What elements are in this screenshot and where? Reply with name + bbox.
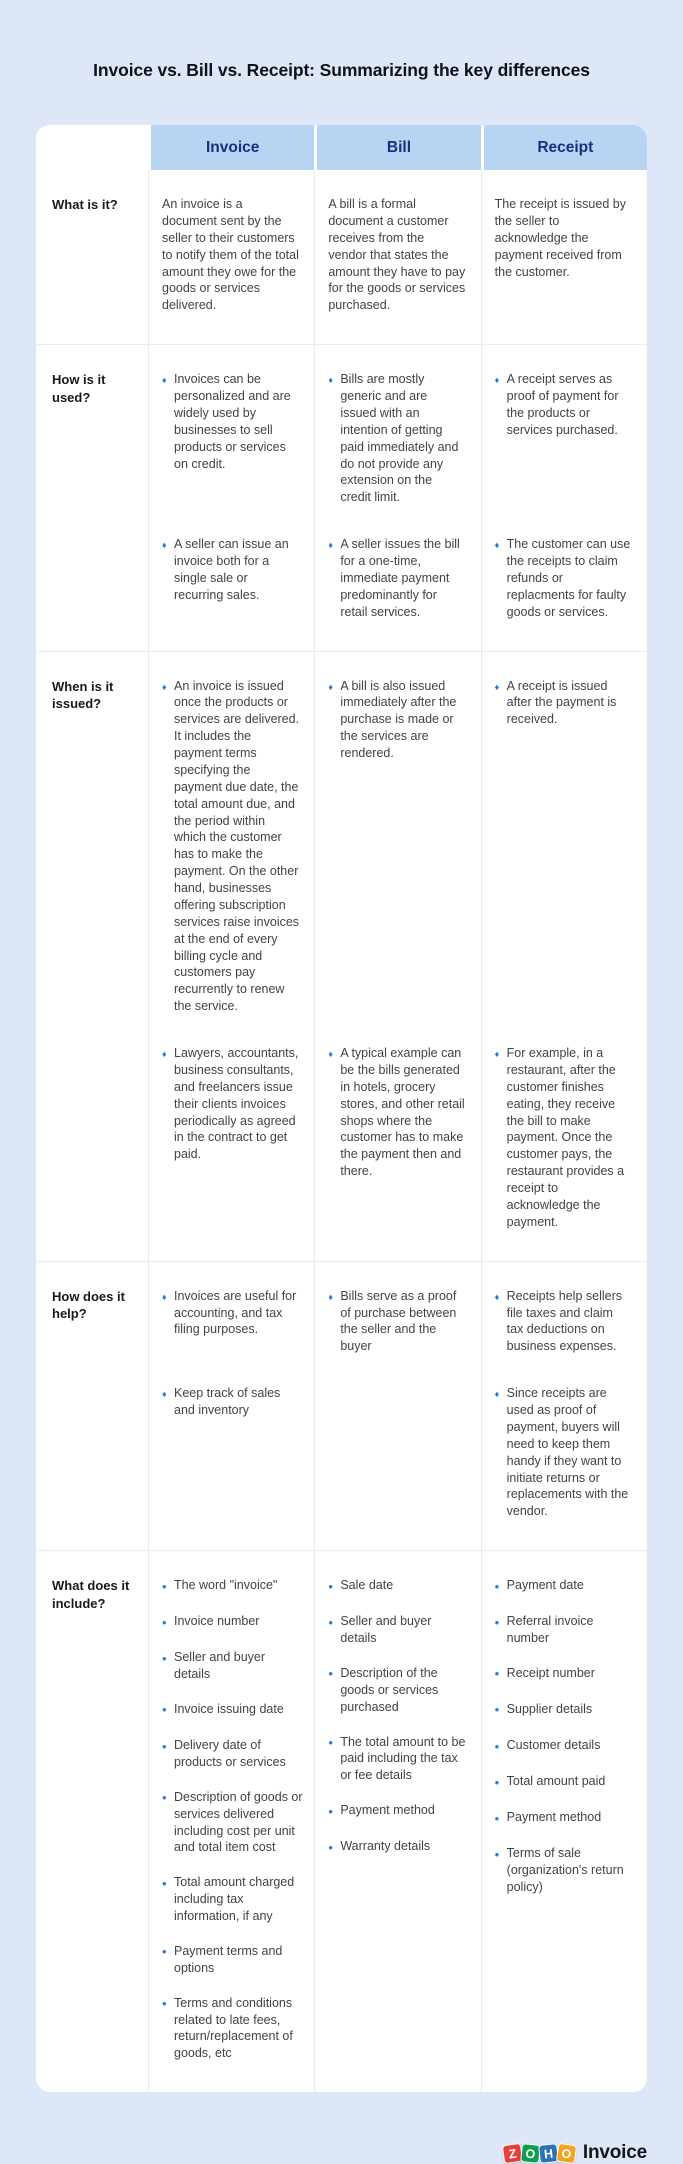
cell-item (481, 1773, 647, 1791)
cell-item (314, 1045, 480, 1231)
bullet-diamond-icon: ♦ (162, 1389, 167, 1400)
bullet-diamond-icon: ♦ (494, 540, 500, 551)
cell-text: Invoices can be personalized and are widely used by businesses to sell products or services on credit. (174, 372, 291, 471)
cell-text: Sale date (340, 1578, 394, 1593)
cell-text: Invoices are useful for accounting, and tax filing purposes. (174, 1288, 297, 1337)
table-row (36, 651, 647, 1261)
bullet-diamond-icon: ♦ (328, 375, 333, 386)
cell-text: For example, in a restaurant, after the customer finishes eating, they receive the bill to make payment. Once the customer pays, the restaurant provides a receipt to acknowledge the payment. (506, 1046, 625, 1229)
cell-text: The receipt is issued by the seller to acknowledge the payment received from the customer. (494, 197, 626, 279)
cell-item (481, 1665, 647, 1683)
bullet-dot-icon: • (162, 1578, 167, 1594)
bullet-dot-icon: • (162, 1614, 167, 1630)
cell-text: Description of goods or services delivered including cost per unit and total item cost (174, 1789, 303, 1855)
cell-item (148, 536, 314, 620)
bullet-dot-icon: • (494, 1578, 500, 1594)
cell-item (148, 1995, 314, 2063)
bullet-diamond-icon: ♦ (162, 1291, 167, 1302)
cell-text: Bills are mostly generic and are issued with an intention of getting paid immediately and do not provide any extension on the credit limit. (340, 372, 459, 505)
cell-item (314, 371, 480, 506)
cell-text: Terms of sale (organization's return policy) (506, 1846, 624, 1894)
cell-item (148, 1874, 314, 1925)
cell-item (481, 1809, 647, 1827)
logo-tile-h: H (538, 2143, 559, 2164)
cell-item (481, 536, 647, 620)
cell-text: A typical example can be the bills generated in hotels, grocery stores, and other retail shops where the customer has to make the payment then and there. (340, 1046, 465, 1179)
cell-text: A receipt is issued after the payment is received. (506, 678, 617, 727)
cell-item (148, 1789, 314, 1857)
cell-item (314, 1802, 480, 1820)
cell-item (148, 371, 314, 506)
cell-text: The customer can use the receipts to claim refunds or replacments for faulty goods or services. (506, 537, 631, 619)
cell-text: Warranty details (340, 1839, 431, 1854)
cell-text: The total amount to be paid including the tax or fee details (340, 1734, 466, 1783)
bullet-dot-icon: • (328, 1803, 333, 1819)
comparison-table-card (36, 125, 647, 2092)
bullet-dot-icon: • (162, 1944, 167, 1960)
table-row (36, 1550, 647, 2092)
cell-text: A seller issues the bill for a one-time, immediate payment predominantly for retail services. (340, 537, 460, 619)
cell-item (481, 1613, 647, 1647)
bullet-diamond-icon: ♦ (162, 681, 167, 692)
zoho-logo-icon (503, 2144, 575, 2163)
cell-item (481, 1045, 647, 1231)
cell-item (148, 1577, 314, 1595)
row-label: What is it? (52, 197, 118, 212)
cell-item (481, 1737, 647, 1755)
cell-text: Payment method (340, 1803, 435, 1818)
row-label: How is it used? (52, 372, 106, 405)
cell-item (481, 196, 647, 314)
cell-text: A seller can issue an invoice both for a single sale or recurring sales. (174, 537, 289, 602)
corner-cell (36, 125, 148, 170)
bullet-dot-icon: • (494, 1846, 500, 1862)
cell-text: Customer details (506, 1738, 601, 1753)
cell-item (148, 1701, 314, 1719)
cell-text: Payment date (506, 1578, 584, 1593)
cell-item (314, 196, 480, 314)
bullet-dot-icon: • (494, 1702, 500, 1718)
cell-item (481, 371, 647, 506)
row-label: How does it help? (52, 1288, 125, 1322)
cell-text: Lawyers, accountants, business consultants, and freelancers issue their clients invoices periodically as agreed in the contract to get paid. (174, 1046, 299, 1162)
page-title: Invoice vs. Bill vs. Receipt: Summarizing the key differences (93, 60, 590, 80)
cell-text: A bill is a formal document a customer receives from the vendor that states the amount they have to pay for the goods or services purchased. (328, 197, 466, 313)
bullet-dot-icon: • (494, 1666, 500, 1682)
column-header-bill: Bill (317, 125, 480, 170)
cell-item (148, 1045, 314, 1231)
cell-item (148, 1288, 314, 1356)
cell-item (148, 1613, 314, 1631)
logo-tile-o: O (520, 2143, 541, 2164)
cell-item (148, 1737, 314, 1771)
table-body (36, 170, 647, 2092)
cell-item (314, 1734, 480, 1785)
product-name: Invoice (582, 2142, 647, 2164)
cell-item (481, 1385, 647, 1520)
cell-text: Payment terms and options (174, 1943, 283, 1975)
row-label: What does it include? (52, 1578, 130, 1611)
bullet-dot-icon: • (494, 1614, 500, 1630)
cell-stack (481, 1577, 647, 2062)
cell-text: The word "invoice" (174, 1578, 278, 1593)
bullet-dot-icon: • (328, 1578, 333, 1594)
cell-item (148, 678, 314, 1016)
column-header-receipt: Receipt (484, 125, 647, 170)
bullet-dot-icon: • (162, 1790, 167, 1806)
logo-tile-o: O (556, 2142, 577, 2163)
cell-item (148, 1649, 314, 1683)
cell-text: Since receipts are used as proof of payment, buyers will need to keep them handy if they want to initiate returns or replacements with the vendor. (506, 1386, 629, 1519)
cell-item (481, 1701, 647, 1719)
table-row (36, 170, 647, 344)
cell-text: Description of the goods or services purchased (340, 1665, 439, 1714)
bullet-dot-icon: • (494, 1810, 500, 1826)
cell-item (314, 536, 480, 620)
cell-text: Invoice number (174, 1614, 260, 1629)
bullet-diamond-icon: ♦ (494, 681, 500, 692)
bullet-dot-icon: • (328, 1839, 333, 1855)
bullet-diamond-icon: ♦ (494, 1049, 500, 1059)
cell-text: Receipt number (506, 1665, 595, 1680)
cell-text: A receipt serves as proof of payment for the products or services purchased. (506, 372, 619, 437)
cell-text: Seller and buyer details (174, 1650, 266, 1682)
footer (36, 2142, 647, 2164)
bullet-diamond-icon: ♦ (162, 375, 167, 386)
cell-text: An invoice is a document sent by the seller to their customers to notify them of the total amount they owe for the goods or services delivered. (162, 197, 299, 313)
cell-item (314, 1665, 480, 1716)
bullet-dot-icon: • (162, 1996, 167, 2012)
cell-text: Total amount charged including tax information, if any (174, 1875, 295, 1924)
cell-text: Keep track of sales and inventory (174, 1386, 281, 1417)
cell-text: Terms and conditions related to late fees, return/replacement of goods, etc (174, 1995, 293, 2061)
bullet-dot-icon: • (162, 1875, 167, 1891)
cell-text: Bills serve as a proof of purchase between the seller and the buyer (340, 1288, 457, 1354)
cell-text: Total amount paid (506, 1774, 606, 1789)
cell-stack (314, 1577, 480, 2062)
cell-item (481, 1288, 647, 1356)
cell-text: An invoice is issued once the products or services are delivered. It includes the payment terms specifying the payment due date, the total amount due, and the period within which the customer has to make the payment. On the other hand, businesses offering subscription services raise invoices at the end of every billing cycle and customers pay recurrently to renew the service. (174, 678, 300, 1014)
bullet-diamond-icon: ♦ (162, 1049, 167, 1059)
cell-item (481, 1845, 647, 1896)
cell-text: Invoice issuing date (174, 1701, 284, 1716)
cell-stack (148, 1577, 314, 2062)
logo-tile-z: Z (502, 2142, 523, 2163)
cell-item (314, 1838, 480, 1856)
bullet-diamond-icon: ♦ (494, 1389, 500, 1400)
bullet-dot-icon: • (494, 1738, 500, 1754)
bullet-dot-icon: • (328, 1666, 333, 1682)
bullet-diamond-icon: ♦ (328, 1049, 333, 1059)
cell-item (148, 196, 314, 314)
cell-text: Payment method (506, 1810, 602, 1825)
table-row (36, 344, 647, 650)
table-row (36, 1261, 647, 1551)
bullet-dot-icon: • (162, 1738, 167, 1754)
bullet-diamond-icon: ♦ (162, 540, 167, 551)
cell-item (314, 1577, 480, 1595)
cell-item (314, 1288, 480, 1356)
row-label: When is it issued? (52, 678, 114, 712)
bullet-dot-icon: • (328, 1735, 333, 1751)
cell-text: Seller and buyer details (340, 1614, 432, 1646)
cell-text: Supplier details (506, 1701, 593, 1716)
bullet-dot-icon: • (162, 1650, 167, 1666)
column-header-invoice: Invoice (151, 125, 314, 170)
cell-item (148, 1385, 314, 1520)
bullet-diamond-icon: ♦ (328, 681, 333, 692)
table-header-row (36, 125, 647, 170)
cell-item (481, 1577, 647, 1595)
cell-item (314, 1613, 480, 1647)
cell-text: Referral invoice number (506, 1614, 594, 1646)
bullet-dot-icon: • (162, 1702, 167, 1718)
bullet-dot-icon: • (494, 1774, 500, 1790)
cell-item (314, 678, 480, 1016)
cell-item (481, 678, 647, 1016)
bullet-diamond-icon: ♦ (328, 540, 333, 551)
cell-item (148, 1943, 314, 1977)
bullet-diamond-icon: ♦ (494, 375, 500, 386)
cell-text: Delivery date of products or services (174, 1738, 286, 1769)
bullet-diamond-icon: ♦ (328, 1291, 333, 1302)
bullet-diamond-icon: ♦ (494, 1291, 500, 1302)
cell-text: A bill is also issued immediately after the purchase is made or the services are rendered. (340, 678, 457, 760)
bullet-dot-icon: • (328, 1614, 333, 1630)
cell-text: Receipts help sellers file taxes and claim tax deductions on business expenses. (506, 1288, 622, 1354)
